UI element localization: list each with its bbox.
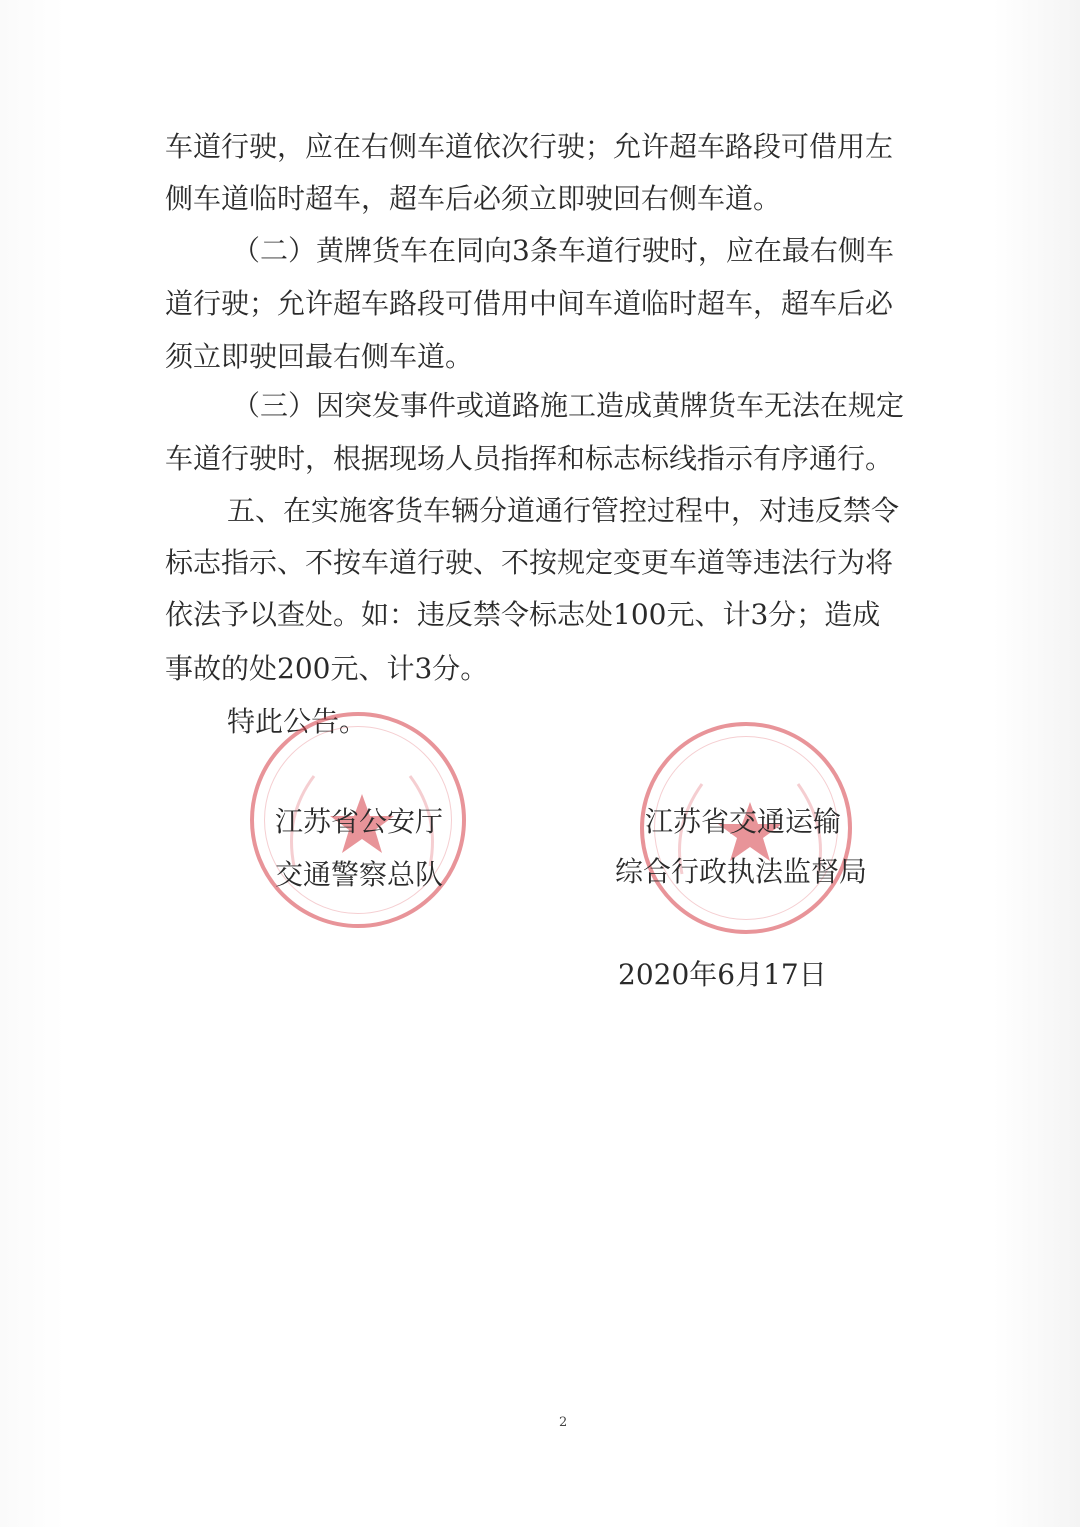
body-line-9: 标志指示、不按车道行驶、不按规定变更车道等违法行为将	[165, 546, 894, 579]
page-number: 2	[559, 1415, 568, 1430]
body-line-6: （三）因突发事件或道路施工造成黄牌货车无法在规定	[232, 389, 905, 422]
body-line-10: 依法予以查处。如：违反禁令标志处100元、计3分；造成	[165, 598, 881, 631]
closing-line: 特此公告。	[227, 705, 368, 738]
body-line-3: （二）黄牌货车在同向3条车道行驶时，应在最右侧车	[232, 234, 894, 267]
body-line-4: 道行驶；允许超车路段可借用中间车道临时超车，超车后必	[165, 287, 894, 320]
body-line-11: 事故的处200元、计3分。	[165, 652, 489, 685]
body-line-7: 车道行驶时，根据现场人员指挥和标志标线指示有序通行。	[165, 442, 894, 475]
body-line-8: 五、在实施客货车辆分道通行管控过程中，对违反禁令	[227, 494, 900, 527]
document-date: 2020年6月17日	[618, 958, 827, 991]
right-signature-line-1: 江苏省交通运输	[645, 805, 842, 838]
left-signature-line-2: 交通警察总队	[275, 858, 444, 891]
right-signature-line-2: 综合行政执法监督局	[615, 855, 868, 888]
left-signature-line-1: 江苏省公安厅	[275, 805, 444, 838]
body-line-2: 侧车道临时超车，超车后必须立即驶回右侧车道。	[165, 182, 782, 215]
body-line-1: 车道行驶，应在右侧车道依次行驶；允许超车路段可借用左	[165, 130, 894, 163]
body-line-5: 须立即驶回最右侧车道。	[165, 340, 474, 373]
